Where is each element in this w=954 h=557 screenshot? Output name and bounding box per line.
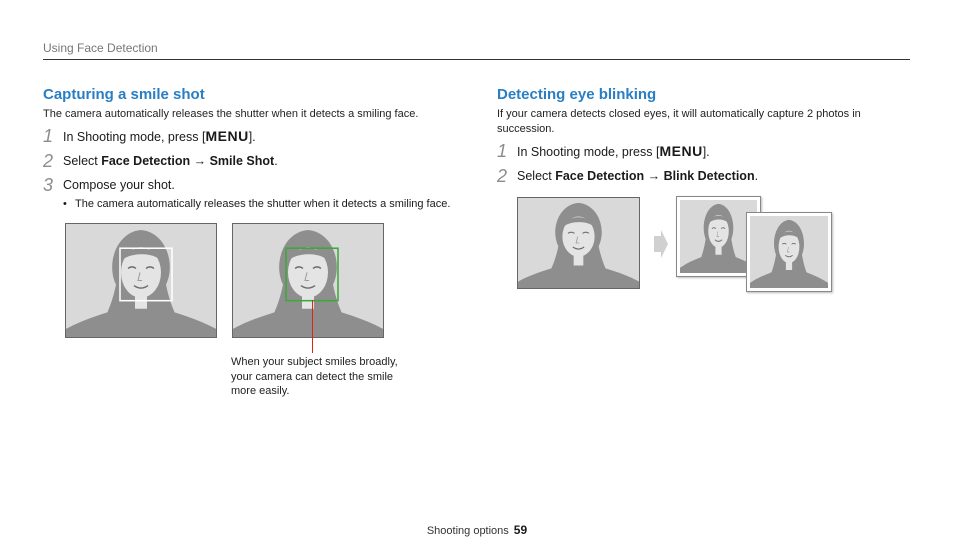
closed-eyes-photo: [517, 197, 640, 289]
section-title-blink-detection: Detecting eye blinking: [497, 86, 657, 103]
page-footer: [0, 523, 954, 537]
step-number: 3: [43, 175, 54, 195]
note-bullet: • The camera automatically releases the shutter when it detects a smiling face.: [43, 197, 463, 211]
captured-photo-2: [746, 212, 832, 292]
section-description: The camera automatically releases the shutter when it detects a smiling face.: [43, 108, 419, 120]
callout-line: [312, 300, 313, 353]
breadcrumb: Using Face Detection: [43, 41, 158, 55]
blink-detection-section: [497, 86, 897, 192]
menu-key-label: MENU: [659, 143, 703, 159]
step-number: 1: [43, 126, 54, 146]
smile-shot-section: [43, 86, 463, 211]
page-number: 59: [513, 523, 528, 537]
step-number: 1: [497, 141, 508, 161]
smile-detected-photo: [232, 223, 384, 338]
section-description: If your camera detects closed eyes, it will automatically capture 2 photos in succession.: [497, 108, 861, 135]
step-item: 1 In Shooting mode, press [MENU].: [497, 141, 710, 161]
step-number: 2: [43, 151, 54, 171]
arrow-right-icon: [654, 230, 668, 258]
step-item: 3 Compose your shot.: [43, 175, 175, 195]
step-number: 2: [497, 166, 508, 186]
footer-section: Shooting options: [426, 525, 509, 537]
step-item: 1 In Shooting mode, press [MENU].: [43, 126, 256, 146]
header-divider: [43, 59, 910, 60]
section-title-smile-shot: Capturing a smile shot: [43, 86, 205, 103]
step-item: 2 Select Face Detection → Blink Detection.: [497, 166, 759, 186]
step-list: [497, 143, 897, 185]
menu-key-label: MENU: [205, 128, 249, 144]
step-item: 2 Select Face Detection → Smile Shot.: [43, 151, 278, 171]
smile-caption: When your subject smiles broadly, your camera can detect the smile more easily.: [231, 356, 398, 397]
step-list: [43, 128, 463, 211]
face-detected-photo: [65, 223, 217, 338]
